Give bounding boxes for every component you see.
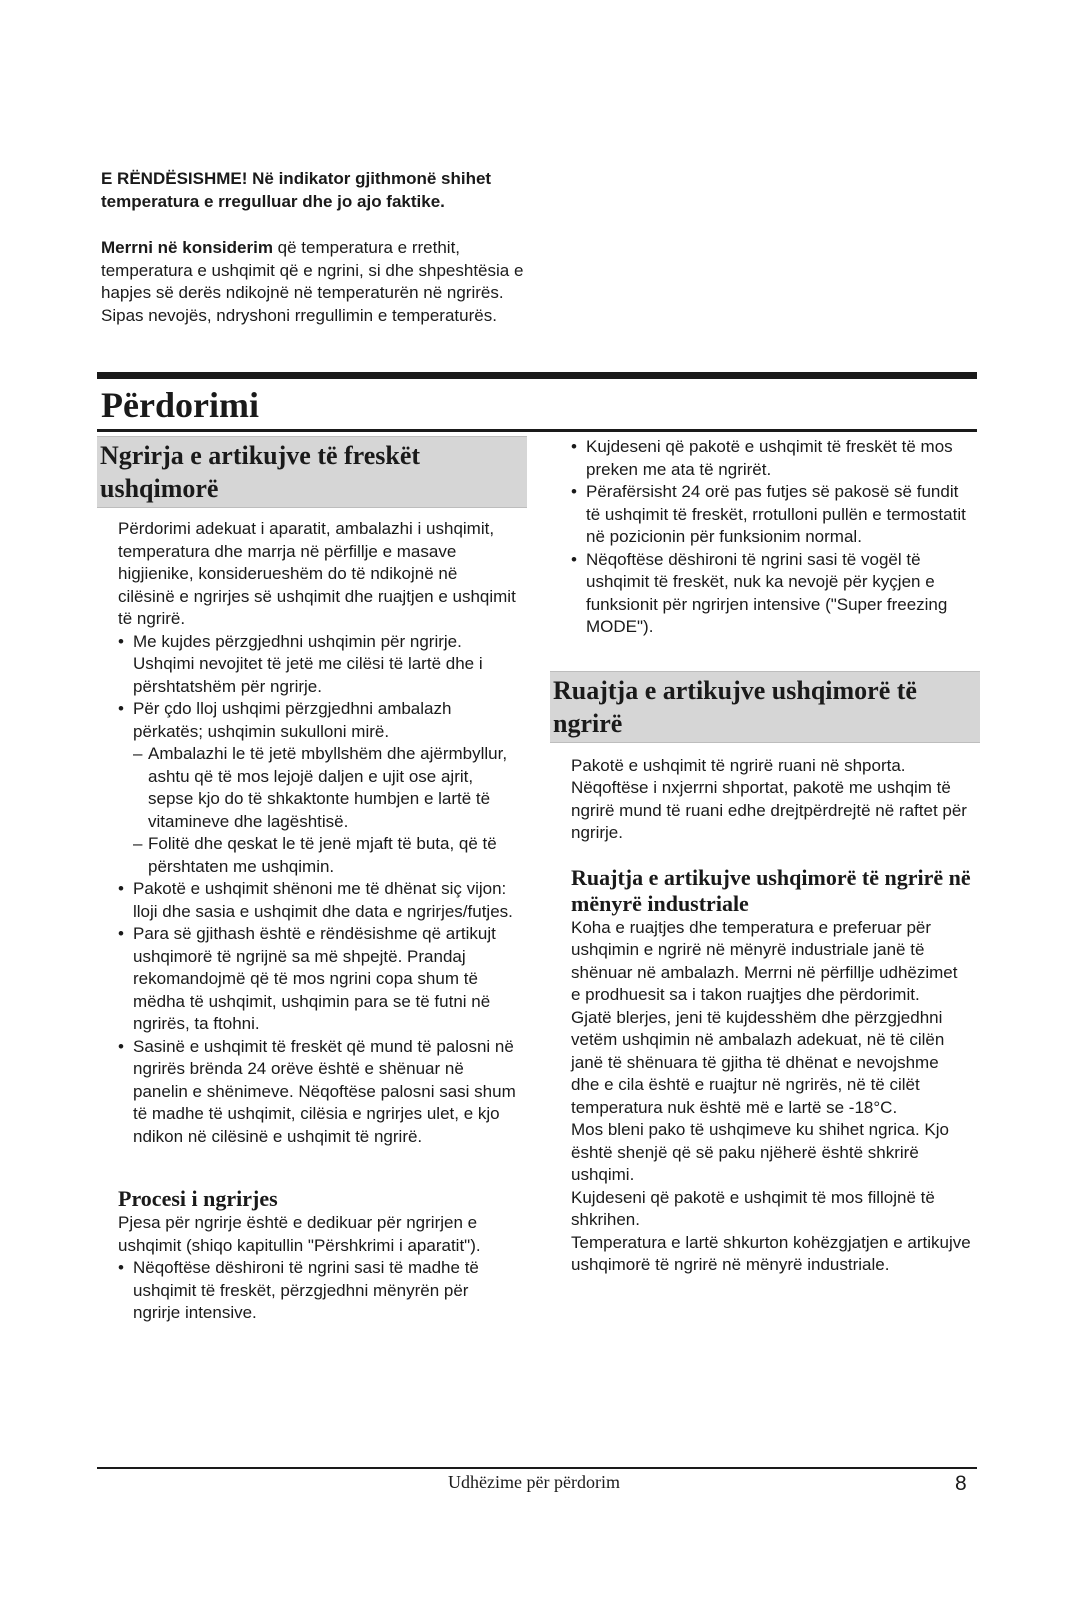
list-item: • Kujdeseni që pakotë e ushqimit të freskët të mos preken me ata të ngrirët.: [571, 436, 971, 481]
intro-block: [101, 168, 531, 327]
list-item: • Nëqoftëse dëshironi të ngrini sasi të madhe të ushqimit të freskët, përzgjedhni mënyrën për ngrirje intensive.: [118, 1257, 518, 1325]
list-item: • Para së gjithash është e rëndësishme që artikujt ushqimorë të ngrijnë sa më shpejtë. Prandaj rekomandojmë që të mos ngrini copa shum të mëdha të ushqimit, ushqimin para se të futni në ngrirës, ta ftohni.: [118, 923, 518, 1036]
dash-item: – Ambalazhi le të jetë mbyllshëm dhe ajërmbyllur, ashtu që të mos lejojë daljen e ujit ose ajrit, sepse kjo do të shkaktonte humbjen e lartë të vitamineve dhe lagështisë.: [133, 743, 518, 833]
left-dash-list: [133, 743, 518, 878]
left-column: [97, 436, 527, 1325]
process-paragraph: Pjesa për ngrirje është e dedikuar për ngrirjen e ushqimit (shiqo kapitullin "Përshkrimi i aparatit").: [118, 1213, 481, 1255]
list-item: [118, 698, 518, 878]
list-item: • Pakotë e ushqimit shënoni me të dhënat siç vijon: lloji dhe sasia e ushqimit dhe data e ngrirjes/futjes.: [118, 878, 518, 923]
list-item: • Përafërsisht 24 orë pas futjes së pakosë së fundit të ushqimit të freskët, rrotulloni pullën e termostatit në pozicionin për funksionim normal.: [571, 481, 971, 549]
storage-paragraph: Pakotë e ushqimit të ngrirë ruani në shporta. Nëqoftëse i nxjerrni shportat, pakotë me ushqim të ngrirë mund të ruani edhe drejtpërdrejtë në raftet për ngrirje.: [571, 755, 967, 842]
section-rule-top: [97, 372, 977, 379]
page-number: 8: [955, 1472, 967, 1495]
right-body: [550, 755, 971, 1277]
footer-rule: [97, 1467, 977, 1469]
left-body: [97, 518, 518, 1325]
left-heading-box: [97, 436, 527, 508]
list-item: • Me kujdes përzgjedhni ushqimin për ngrirje. Ushqimi nevojitet të jetë me cilësi të lartë dhe i përshtatshëm për ngrirje.: [118, 631, 518, 699]
list-item: • Nëqoftëse dëshironi të ngrini sasi të vogël të ushqimit të freskët, nuk ka nevojë për kyçjen e funksionit për ngrirjen intensive ("Super freezing MODE").: [571, 549, 971, 639]
right-heading: Ruajtja e artikujve ushqimorë të ngrirë: [553, 675, 917, 738]
right-bullet-list: [571, 436, 971, 639]
dash-item: – Folitë dhe qeskat le të jenë mjaft të buta, që të përshtaten me ushqimin.: [133, 833, 518, 878]
right-column: [550, 436, 980, 1277]
industrial-heading: Ruajtja e artikujve ushqimorë të ngrirë në mënyrë industriale: [571, 864, 971, 916]
footer-text: Udhëzime për përdorim: [448, 1472, 620, 1492]
industrial-paragraph: Temperatura e lartë shkurton kohëzgjatjen e artikujve ushqimorë të ngrirë në mënyrë industriale.: [571, 1232, 971, 1274]
industrial-paragraph: Kujdeseni që pakotë e ushqimit të mos fillojnë të shkrihen.: [571, 1187, 935, 1229]
important-note: E RËNDËSISHME! Në indikator gjithmonë shihet temperatura e rregulluar dhe jo ajo faktike.: [101, 169, 492, 211]
left-bullet-list: [118, 631, 518, 1149]
process-heading: Procesi i ngrirjes: [118, 1186, 278, 1211]
list-item-text: Për çdo lloj ushqimi përzgjedhni ambalazh përkatës; ushqimin sukulloni mirë.: [133, 699, 452, 741]
right-top-body: [550, 436, 971, 639]
consider-text: që temperatura e rrethit, temperatura e ushqimit që e ngrini, si dhe shpeshtësia e hapjes së derës ndikojnë në temperaturën në ngrirës. Sipas nevojës, ndryshoni rregullimin e temperaturës.: [101, 238, 524, 325]
left-intro-paragraph: Përdorimi adekuat i aparatit, ambalazhi i ushqimit, temperatura dhe marrja në përfillje e masave higjienike, konsiderueshëm do të ndikojnë në cilësinë e ngrirjes së ushqimit dhe ruajtjen e ushqimit të ngrirë.: [118, 519, 516, 628]
right-heading-box: [550, 671, 980, 743]
process-bullet-list: [118, 1257, 518, 1325]
industrial-paragraph: Gjatë blerjes, jeni të kujdesshëm dhe përzgjedhni vetëm ushqimin në ambalazh adekuat, në të cilën janë të shënuara të gjitha të dhënat e nevojshme dhe e cila është e ruajtur në ngrirës, në të cilët temperatura nuk është më e lartë se -18°C.: [571, 1007, 945, 1117]
section-rule-bottom: [97, 429, 977, 432]
section-title: Përdorimi: [101, 385, 259, 425]
consider-note: [101, 237, 531, 327]
industrial-paragraph: Mos bleni pako të ushqimeve ku shihet ngrica. Kjo është shenjë që së paku njëherë është shkrirë ushqimi.: [571, 1120, 949, 1184]
left-heading: Ngrirja e artikujve të freskët ushqimorë: [100, 441, 421, 503]
list-item: • Sasinë e ushqimit të freskët që mund të palosni në ngrirës brënda 24 orëve është e shënuar në panelin e shënimeve. Nëqoftëse palosni sasi shum të madhe të ushqimit, cilësia e ngrirjes ulet, e kjo ndikon në cilësinë e ushqimit të ngrirë.: [118, 1036, 518, 1149]
industrial-paragraph: Koha e ruajtjes dhe temperatura e preferuar për ushqimin e ngrirë në mënyrë industriale janë të shënuar në ambalazh. Merrni në përfillje udhëzimet e prodhuesit sa i takon ruajtjes dhe përdorimit.: [571, 917, 958, 1004]
consider-bold: Merrni në konsiderim: [101, 238, 273, 257]
